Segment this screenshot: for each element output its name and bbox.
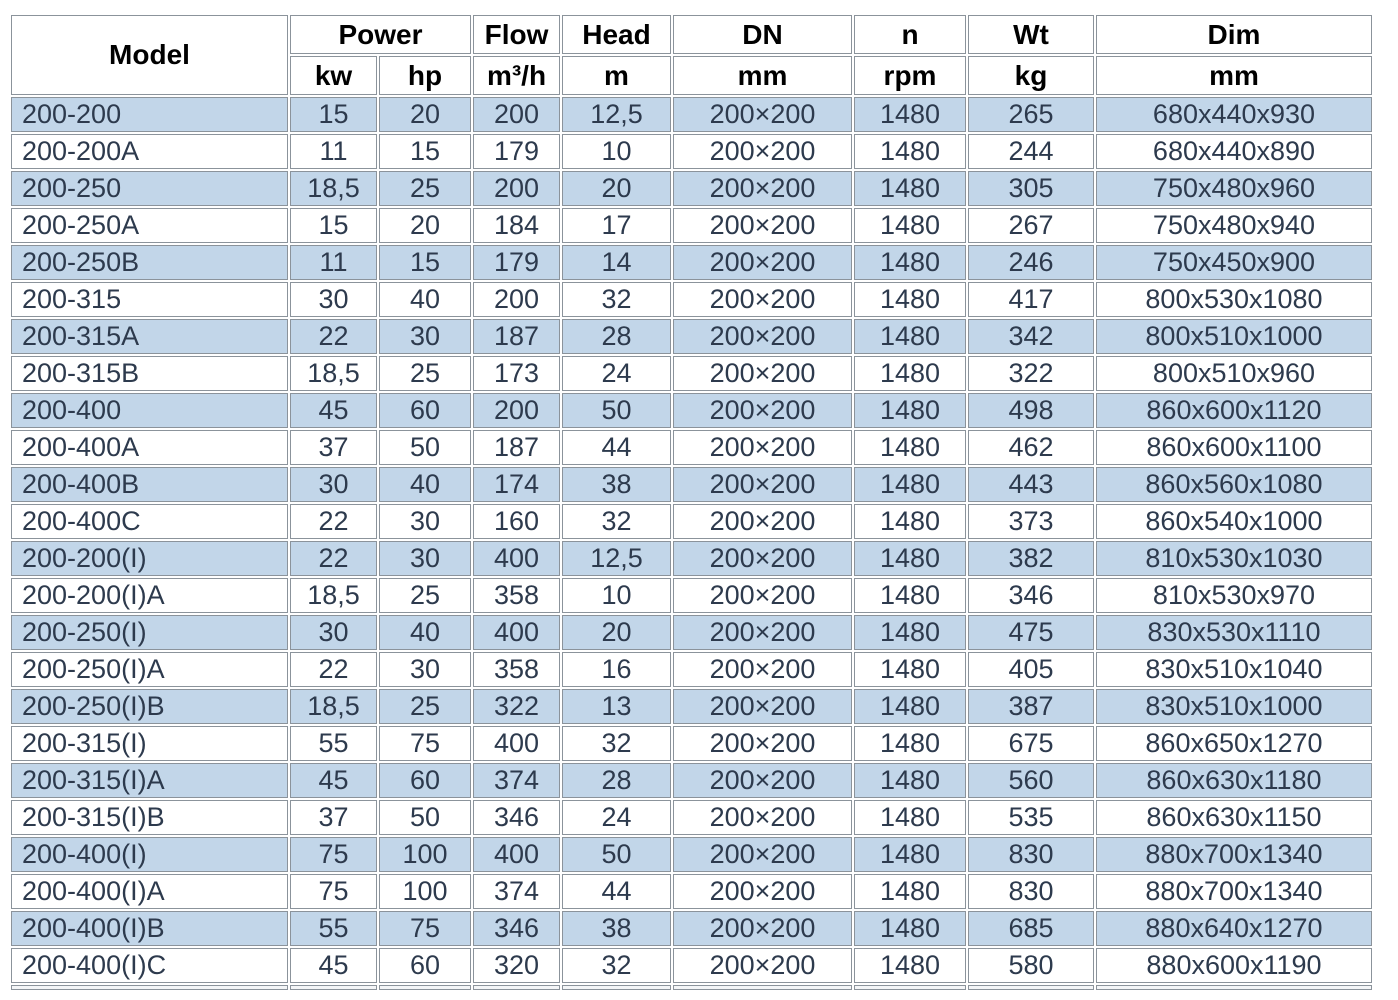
value-cell: 45 <box>290 763 377 798</box>
value-cell: 40 <box>379 467 471 502</box>
value-cell: 173 <box>473 356 560 391</box>
value-cell: 200×200 <box>673 393 852 428</box>
table-row <box>11 911 1372 946</box>
header-n-unit: rpm <box>854 56 966 95</box>
value-cell: 38 <box>562 467 671 502</box>
value-cell: 200×200 <box>673 467 852 502</box>
header-flow: Flow <box>473 15 560 54</box>
value-cell: 200×200 <box>673 911 852 946</box>
value-cell: 373 <box>968 504 1094 539</box>
value-cell: 880x700x1340 <box>1096 837 1372 872</box>
value-cell: 358 <box>473 652 560 687</box>
model-cell: 200-400(I)A <box>11 874 288 909</box>
partial-row <box>11 985 1372 990</box>
value-cell: 1480 <box>854 911 966 946</box>
value-cell: 50 <box>562 837 671 872</box>
value-cell: 45 <box>290 948 377 983</box>
table-row <box>11 393 1372 428</box>
table-row <box>11 134 1372 169</box>
value-cell: 11 <box>290 245 377 280</box>
value-cell: 810x530x970 <box>1096 578 1372 613</box>
value-cell: 20 <box>379 208 471 243</box>
model-cell: 200-315(I)A <box>11 763 288 798</box>
header-power-hp: hp <box>379 56 471 95</box>
table-body <box>11 97 1372 983</box>
value-cell: 346 <box>968 578 1094 613</box>
value-cell: 160 <box>473 504 560 539</box>
value-cell: 322 <box>968 356 1094 391</box>
value-cell: 100 <box>379 874 471 909</box>
value-cell: 15 <box>379 245 471 280</box>
value-cell: 1480 <box>854 948 966 983</box>
header-row-top <box>11 15 1372 54</box>
value-cell: 32 <box>562 726 671 761</box>
value-cell: 45 <box>290 393 377 428</box>
value-cell: 30 <box>379 319 471 354</box>
table-row <box>11 356 1372 391</box>
header-dn: DN <box>673 15 852 54</box>
table-row <box>11 837 1372 872</box>
value-cell: 38 <box>562 911 671 946</box>
value-cell: 400 <box>473 726 560 761</box>
value-cell: 860x540x1000 <box>1096 504 1372 539</box>
value-cell: 12,5 <box>562 541 671 576</box>
header-head: Head <box>562 15 671 54</box>
table-row <box>11 467 1372 502</box>
model-cell: 200-400A <box>11 430 288 465</box>
model-cell: 200-315(I)B <box>11 800 288 835</box>
model-cell: 200-250 <box>11 171 288 206</box>
value-cell: 200 <box>473 171 560 206</box>
value-cell: 200 <box>473 97 560 132</box>
table-row <box>11 615 1372 650</box>
model-cell: 200-250(I)B <box>11 689 288 724</box>
value-cell: 30 <box>379 541 471 576</box>
table-row <box>11 504 1372 539</box>
value-cell: 25 <box>379 689 471 724</box>
value-cell: 75 <box>379 911 471 946</box>
value-cell: 20 <box>562 171 671 206</box>
table-header <box>11 15 1372 95</box>
value-cell: 535 <box>968 800 1094 835</box>
value-cell: 400 <box>473 615 560 650</box>
value-cell: 50 <box>379 430 471 465</box>
value-cell: 1480 <box>854 245 966 280</box>
model-cell: 200-200(I) <box>11 541 288 576</box>
value-cell: 11 <box>290 134 377 169</box>
value-cell: 680x440x930 <box>1096 97 1372 132</box>
value-cell: 374 <box>473 874 560 909</box>
model-cell: 200-315A <box>11 319 288 354</box>
value-cell: 810x530x1030 <box>1096 541 1372 576</box>
model-cell: 200-400(I)C <box>11 948 288 983</box>
table-row <box>11 948 1372 983</box>
model-cell: 200-400(I)B <box>11 911 288 946</box>
value-cell: 560 <box>968 763 1094 798</box>
value-cell: 75 <box>290 874 377 909</box>
value-cell: 400 <box>473 837 560 872</box>
partial-cell <box>562 985 671 990</box>
value-cell: 346 <box>473 800 560 835</box>
value-cell: 860x600x1120 <box>1096 393 1372 428</box>
model-cell: 200-250A <box>11 208 288 243</box>
table-row <box>11 652 1372 687</box>
value-cell: 200×200 <box>673 541 852 576</box>
value-cell: 10 <box>562 578 671 613</box>
value-cell: 22 <box>290 319 377 354</box>
value-cell: 60 <box>379 948 471 983</box>
model-cell: 200-315B <box>11 356 288 391</box>
header-wt-unit: kg <box>968 56 1094 95</box>
value-cell: 1480 <box>854 874 966 909</box>
value-cell: 267 <box>968 208 1094 243</box>
value-cell: 1480 <box>854 134 966 169</box>
partial-cell <box>1096 985 1372 990</box>
value-cell: 1480 <box>854 800 966 835</box>
value-cell: 200×200 <box>673 282 852 317</box>
value-cell: 55 <box>290 911 377 946</box>
value-cell: 346 <box>473 911 560 946</box>
partial-cell <box>379 985 471 990</box>
value-cell: 1480 <box>854 652 966 687</box>
pump-spec-table-wrapper <box>9 13 1393 997</box>
value-cell: 685 <box>968 911 1094 946</box>
value-cell: 200×200 <box>673 134 852 169</box>
value-cell: 750x480x960 <box>1096 171 1372 206</box>
value-cell: 244 <box>968 134 1094 169</box>
model-cell: 200-400 <box>11 393 288 428</box>
value-cell: 830x530x1110 <box>1096 615 1372 650</box>
table-row <box>11 430 1372 465</box>
value-cell: 880x600x1190 <box>1096 948 1372 983</box>
value-cell: 675 <box>968 726 1094 761</box>
header-dn-unit: mm <box>673 56 852 95</box>
value-cell: 305 <box>968 171 1094 206</box>
partial-cell <box>11 985 288 990</box>
value-cell: 174 <box>473 467 560 502</box>
partial-cell <box>290 985 377 990</box>
value-cell: 860x560x1080 <box>1096 467 1372 502</box>
value-cell: 20 <box>379 97 471 132</box>
value-cell: 580 <box>968 948 1094 983</box>
table-row <box>11 97 1372 132</box>
value-cell: 443 <box>968 467 1094 502</box>
value-cell: 800x530x1080 <box>1096 282 1372 317</box>
value-cell: 13 <box>562 689 671 724</box>
header-n: n <box>854 15 966 54</box>
table-row <box>11 319 1372 354</box>
value-cell: 200×200 <box>673 726 852 761</box>
value-cell: 1480 <box>854 208 966 243</box>
partial-cell <box>673 985 852 990</box>
value-cell: 475 <box>968 615 1094 650</box>
value-cell: 880x700x1340 <box>1096 874 1372 909</box>
header-dim: Dim <box>1096 15 1372 54</box>
table-row <box>11 245 1372 280</box>
model-cell: 200-250B <box>11 245 288 280</box>
value-cell: 30 <box>379 652 471 687</box>
partial-cell <box>968 985 1094 990</box>
value-cell: 680x440x890 <box>1096 134 1372 169</box>
value-cell: 37 <box>290 430 377 465</box>
value-cell: 400 <box>473 541 560 576</box>
value-cell: 32 <box>562 948 671 983</box>
model-cell: 200-315 <box>11 282 288 317</box>
value-cell: 860x600x1100 <box>1096 430 1372 465</box>
value-cell: 28 <box>562 763 671 798</box>
value-cell: 265 <box>968 97 1094 132</box>
model-cell: 200-250(I)A <box>11 652 288 687</box>
value-cell: 32 <box>562 282 671 317</box>
table-row <box>11 578 1372 613</box>
value-cell: 200×200 <box>673 319 852 354</box>
value-cell: 200×200 <box>673 689 852 724</box>
value-cell: 200×200 <box>673 171 852 206</box>
table-body-cropped <box>11 985 1372 990</box>
header-wt: Wt <box>968 15 1094 54</box>
value-cell: 342 <box>968 319 1094 354</box>
value-cell: 1480 <box>854 504 966 539</box>
value-cell: 30 <box>290 615 377 650</box>
value-cell: 22 <box>290 541 377 576</box>
value-cell: 382 <box>968 541 1094 576</box>
value-cell: 50 <box>379 800 471 835</box>
value-cell: 15 <box>379 134 471 169</box>
value-cell: 1480 <box>854 467 966 502</box>
value-cell: 1480 <box>854 171 966 206</box>
table-row <box>11 800 1372 835</box>
value-cell: 1480 <box>854 615 966 650</box>
header-head-unit: m <box>562 56 671 95</box>
value-cell: 322 <box>473 689 560 724</box>
value-cell: 187 <box>473 430 560 465</box>
table-row <box>11 726 1372 761</box>
value-cell: 830 <box>968 874 1094 909</box>
value-cell: 30 <box>290 282 377 317</box>
value-cell: 830x510x1000 <box>1096 689 1372 724</box>
value-cell: 18,5 <box>290 689 377 724</box>
value-cell: 10 <box>562 134 671 169</box>
value-cell: 22 <box>290 652 377 687</box>
value-cell: 1480 <box>854 430 966 465</box>
value-cell: 800x510x1000 <box>1096 319 1372 354</box>
value-cell: 246 <box>968 245 1094 280</box>
value-cell: 1480 <box>854 282 966 317</box>
value-cell: 1480 <box>854 763 966 798</box>
value-cell: 28 <box>562 319 671 354</box>
model-cell: 200-400(I) <box>11 837 288 872</box>
value-cell: 860x630x1150 <box>1096 800 1372 835</box>
value-cell: 32 <box>562 504 671 539</box>
value-cell: 15 <box>290 97 377 132</box>
value-cell: 860x630x1180 <box>1096 763 1372 798</box>
header-dim-unit: mm <box>1096 56 1372 95</box>
value-cell: 60 <box>379 393 471 428</box>
value-cell: 25 <box>379 578 471 613</box>
value-cell: 200×200 <box>673 800 852 835</box>
value-cell: 1480 <box>854 319 966 354</box>
model-cell: 200-200 <box>11 97 288 132</box>
value-cell: 830 <box>968 837 1094 872</box>
value-cell: 880x640x1270 <box>1096 911 1372 946</box>
model-cell: 200-400C <box>11 504 288 539</box>
value-cell: 1480 <box>854 837 966 872</box>
header-flow-unit: m³/h <box>473 56 560 95</box>
value-cell: 1480 <box>854 356 966 391</box>
value-cell: 40 <box>379 282 471 317</box>
value-cell: 16 <box>562 652 671 687</box>
value-cell: 15 <box>290 208 377 243</box>
value-cell: 1480 <box>854 541 966 576</box>
value-cell: 200×200 <box>673 874 852 909</box>
value-cell: 184 <box>473 208 560 243</box>
value-cell: 1480 <box>854 726 966 761</box>
value-cell: 20 <box>562 615 671 650</box>
value-cell: 24 <box>562 800 671 835</box>
value-cell: 750x450x900 <box>1096 245 1372 280</box>
header-model: Model <box>11 15 288 95</box>
value-cell: 200×200 <box>673 430 852 465</box>
value-cell: 12,5 <box>562 97 671 132</box>
value-cell: 358 <box>473 578 560 613</box>
value-cell: 24 <box>562 356 671 391</box>
value-cell: 18,5 <box>290 356 377 391</box>
model-cell: 200-200(I)A <box>11 578 288 613</box>
value-cell: 200×200 <box>673 615 852 650</box>
value-cell: 30 <box>379 504 471 539</box>
value-cell: 37 <box>290 800 377 835</box>
value-cell: 30 <box>290 467 377 502</box>
value-cell: 200×200 <box>673 245 852 280</box>
value-cell: 40 <box>379 615 471 650</box>
value-cell: 800x510x960 <box>1096 356 1372 391</box>
value-cell: 22 <box>290 504 377 539</box>
value-cell: 179 <box>473 245 560 280</box>
value-cell: 75 <box>290 837 377 872</box>
value-cell: 750x480x940 <box>1096 208 1372 243</box>
partial-cell <box>854 985 966 990</box>
value-cell: 55 <box>290 726 377 761</box>
value-cell: 860x650x1270 <box>1096 726 1372 761</box>
value-cell: 200×200 <box>673 948 852 983</box>
table-row <box>11 874 1372 909</box>
partial-cell <box>473 985 560 990</box>
value-cell: 387 <box>968 689 1094 724</box>
pump-spec-table <box>9 13 1374 992</box>
value-cell: 320 <box>473 948 560 983</box>
value-cell: 1480 <box>854 393 966 428</box>
value-cell: 200×200 <box>673 356 852 391</box>
header-power-kw: kw <box>290 56 377 95</box>
table-row <box>11 171 1372 206</box>
value-cell: 1480 <box>854 689 966 724</box>
value-cell: 200×200 <box>673 837 852 872</box>
value-cell: 44 <box>562 430 671 465</box>
value-cell: 50 <box>562 393 671 428</box>
value-cell: 200 <box>473 282 560 317</box>
value-cell: 200×200 <box>673 97 852 132</box>
value-cell: 18,5 <box>290 578 377 613</box>
value-cell: 25 <box>379 356 471 391</box>
model-cell: 200-400B <box>11 467 288 502</box>
value-cell: 830x510x1040 <box>1096 652 1372 687</box>
value-cell: 200×200 <box>673 504 852 539</box>
value-cell: 200×200 <box>673 763 852 798</box>
model-cell: 200-315(I) <box>11 726 288 761</box>
table-row <box>11 208 1372 243</box>
table-row <box>11 541 1372 576</box>
value-cell: 462 <box>968 430 1094 465</box>
value-cell: 75 <box>379 726 471 761</box>
value-cell: 1480 <box>854 97 966 132</box>
value-cell: 200×200 <box>673 208 852 243</box>
value-cell: 200×200 <box>673 652 852 687</box>
value-cell: 1480 <box>854 578 966 613</box>
value-cell: 498 <box>968 393 1094 428</box>
table-row <box>11 282 1372 317</box>
value-cell: 14 <box>562 245 671 280</box>
table-row <box>11 763 1372 798</box>
header-power: Power <box>290 15 471 54</box>
value-cell: 405 <box>968 652 1094 687</box>
table-row <box>11 689 1372 724</box>
value-cell: 17 <box>562 208 671 243</box>
model-cell: 200-200A <box>11 134 288 169</box>
value-cell: 179 <box>473 134 560 169</box>
value-cell: 417 <box>968 282 1094 317</box>
model-cell: 200-250(I) <box>11 615 288 650</box>
value-cell: 187 <box>473 319 560 354</box>
value-cell: 44 <box>562 874 671 909</box>
value-cell: 200×200 <box>673 578 852 613</box>
value-cell: 18,5 <box>290 171 377 206</box>
value-cell: 374 <box>473 763 560 798</box>
value-cell: 100 <box>379 837 471 872</box>
value-cell: 60 <box>379 763 471 798</box>
value-cell: 25 <box>379 171 471 206</box>
value-cell: 200 <box>473 393 560 428</box>
